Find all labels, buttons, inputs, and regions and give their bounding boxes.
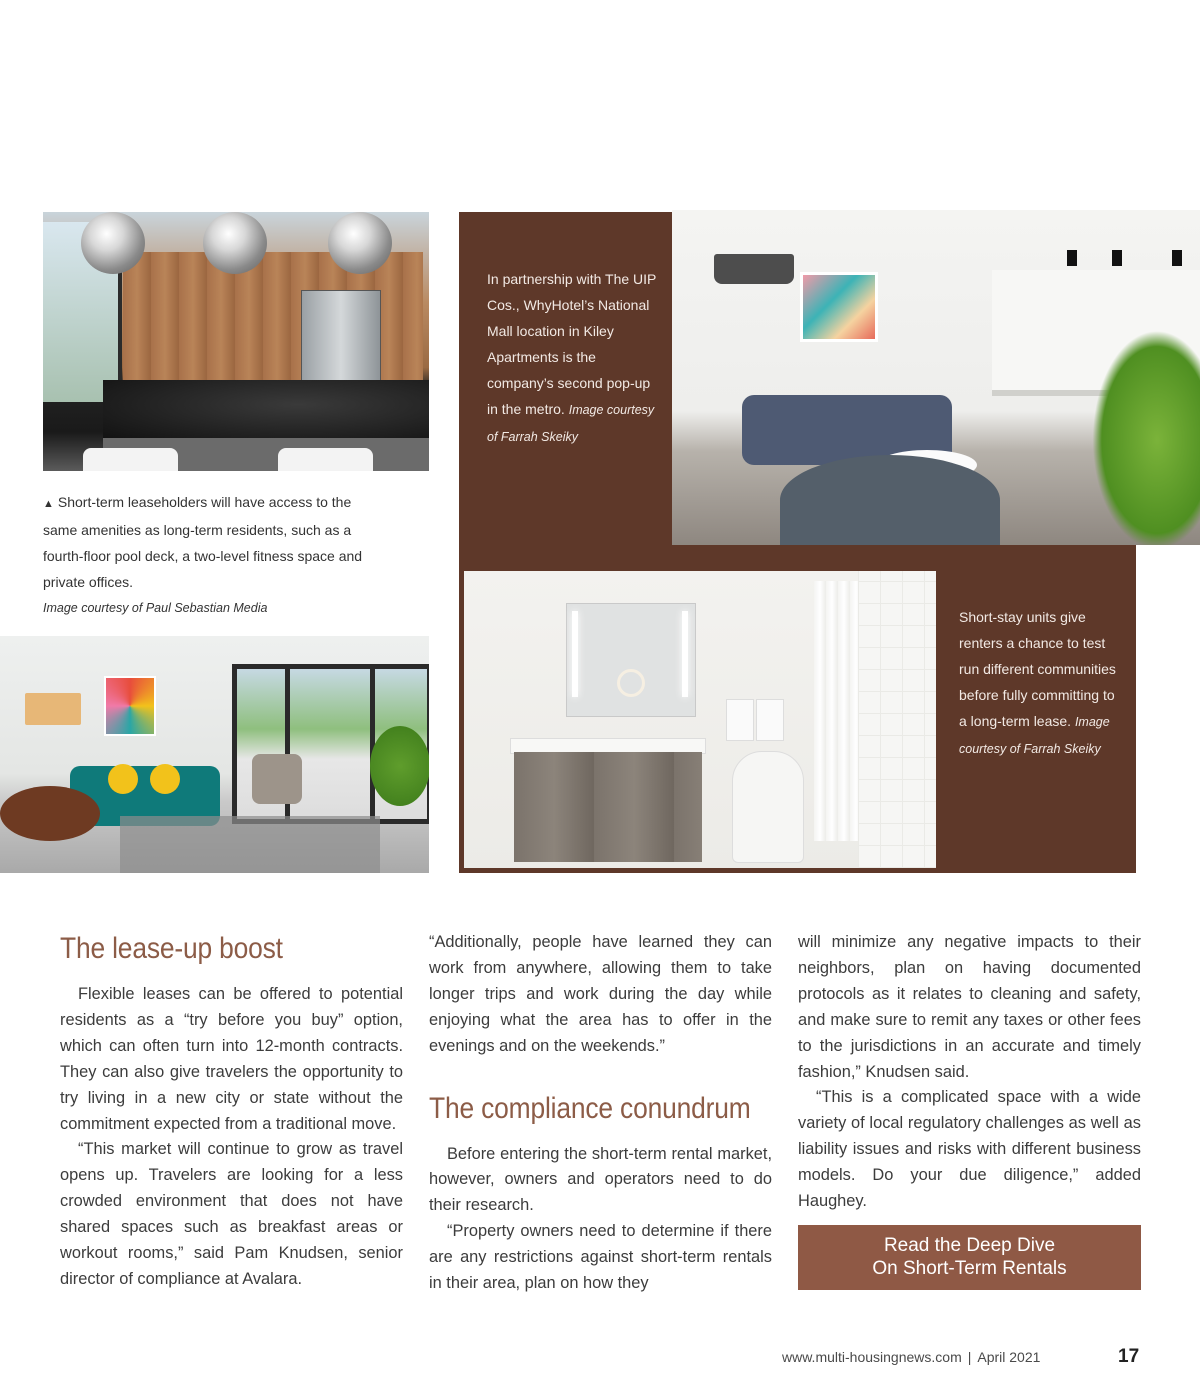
living-room-photo — [0, 636, 429, 873]
footer-date: April 2021 — [977, 1349, 1041, 1365]
bathroom-caption-credit: Image courtesy of Farrah Skeiky — [959, 715, 1110, 756]
bathroom-caption-text: Short-stay units give renters a chance to test run different communities before fully committing to a long-term lease. — [959, 609, 1116, 729]
kitchen-caption-credit: Image courtesy of Paul Sebastian Media — [43, 601, 268, 615]
apartment-living-room-photo — [672, 210, 1200, 545]
article-column-3 — [798, 930, 1141, 1290]
article-column-2 — [429, 930, 772, 1297]
read-deep-dive-button[interactable] — [798, 1225, 1141, 1290]
top-caption-credit: Image courtesy of Farrah Skeiky — [487, 403, 655, 444]
article-column-1 — [60, 930, 403, 1293]
top-caption-text: In partnership with The UIP Cos., WhyHotel’s National Mall location in Kiley Apartments is the company’s second pop-up in the metro. — [487, 271, 657, 417]
triangle-marker-icon: ▲ — [43, 498, 54, 510]
paragraph: Before entering the short-term rental market, however, owners and operators need to do their research. — [429, 1144, 772, 1215]
paragraph: “This is a complicated space with a wide variety of local regulatory challenges as well as liability issues and risks with different business models. Do your due diligence,” added Haughey. — [798, 1088, 1141, 1211]
kitchen-caption-text: Short-term leaseholders will have access to the same amenities as long-term residents, such as a fourth-floor pool deck, a two-level fitness space and private offices. — [43, 494, 363, 590]
bathroom-photo — [464, 571, 936, 868]
cta-line-2: On Short-Term Rentals — [872, 1258, 1067, 1280]
section-heading-compliance: The compliance conundrum — [429, 1091, 751, 1125]
paragraph: “This market will continue to grow as travel opens up. Travelers are looking for a less crowded environment that does not have shared spaces such as breakfast areas or workout rooms,” said Pam Knudsen, senior director of compliance at Avalara. — [60, 1140, 403, 1288]
footer-separator: | — [967, 1349, 972, 1365]
top-photo-caption — [487, 266, 659, 450]
footer-url[interactable]: www.multi-housingnews.com — [782, 1349, 962, 1365]
cta-line-1: Read the Deep Dive — [883, 1234, 1056, 1256]
section-heading-lease-up: The lease-up boost — [60, 932, 283, 965]
paragraph: “Additionally, people have learned they can work from anywhere, allowing them to take longer trips and work during the day while enjoying what the area has to offer in the evenings and on the weekends.” — [429, 933, 772, 1055]
page-number: 17 — [1118, 1346, 1140, 1367]
kitchen-photo — [43, 212, 429, 471]
bathroom-caption — [959, 604, 1124, 762]
page-footer — [782, 1349, 1040, 1365]
paragraph: will minimize any negative impacts to their neighbors, plan on having documented protocols as it relates to cleaning and safety, and make sure to remit any taxes or other fees to the jurisdictions in an accurate and timely fashion,” Knudsen said. — [798, 933, 1141, 1081]
paragraph: “Property owners need to determine if there are any restrictions against short-term rentals in their area, plan on how they — [429, 1222, 772, 1293]
paragraph: Flexible leases can be offered to potential residents as a “try before you buy” option, which can often turn into 12-month contracts. They can also give travelers the opportunity to try living in a new city or state without the commitment expected from a traditional move. — [60, 985, 403, 1133]
kitchen-caption — [43, 489, 383, 621]
